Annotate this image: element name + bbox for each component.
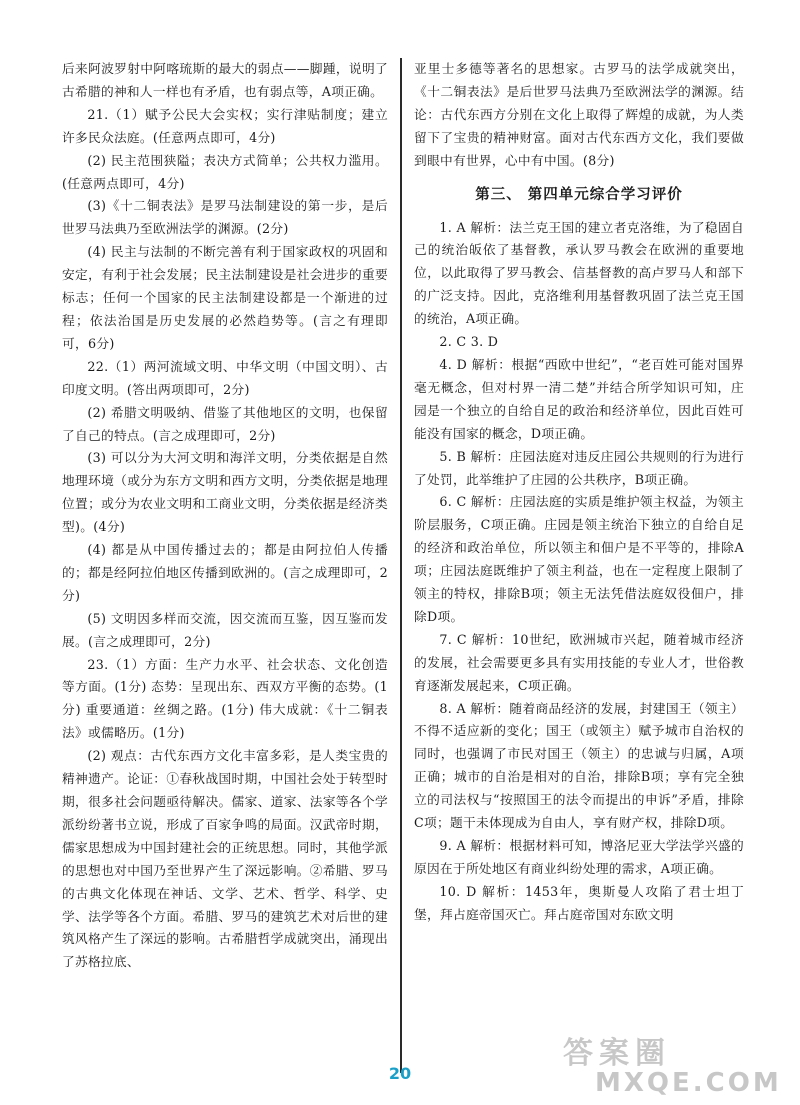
column-divider: [400, 58, 402, 1073]
paragraph-left-11: (2) 观点：古代东西方文化丰富多彩，是人类宝贵的精神遗产。论证：①春秋战国时期，中国社会处于转型时期，很多社会问题亟待解决。儒家、道家、法家等各个学派纷纷著书立说，形成了百家争鸣的局面。汉武帝时期，儒家思想成为中国封建社会的正统思想。同时，其他学派的思想也对中国乃至世界产生了深远影响。②希腊、罗马的古典文化体现在神话、文学、艺术、哲学、科学、史学、法学等各个方面。希腊、罗马的建筑艺术对后世的建筑风格产生了深远的影响。古希腊哲学成就突出，涌现出了苏格拉底、: [62, 748, 388, 970]
paragraph-right-intro: 亚里士多德等著名的思想家。古罗马的法学成就突出，《十二铜表法》是后世罗马法典乃至欧洲法学的渊源。结论：古代东西方分别在文化上取得了辉煌的成就，为人类留下了宝贵的精神财富。面对古代东西方文化，我们要做到眼中有世界，心中有中国。(8分): [414, 61, 744, 168]
paragraph-left-2: (2) 民主范围狭隘；表决方式简单；公共权力滥用。(任意两点即可，4分): [62, 152, 388, 191]
paragraph-left-9: (5) 文明因多样而交流，因交流而互鉴，因互鉴而发展。(言之成理即可，2分): [62, 610, 388, 649]
answer-10: 10. D 解析：1453年，奥斯曼人攻陷了君士坦丁堡，拜占庭帝国灭亡。拜占庭帝国对东欧文明: [414, 883, 744, 922]
paragraph-left-4: (4) 民主与法制的不断完善有利于国家政权的巩固和安定，有利于社会发展；民主法制建设是社会进步的重要标志；任何一个国家的民主法制建设都是一个渐进的过程；依法治国是历史发展的必然趋势等。(言之有理即可，6分): [62, 244, 388, 351]
left-column: [62, 58, 388, 974]
paragraph-left-0: 后来阿波罗射中阿喀琉斯的最大的弱点——脚踵，说明了古希腊的神和人一样也有矛盾，也有弱点等，A项正确。: [62, 61, 388, 99]
section-title: 第三、 第四单元综合学习评价: [475, 186, 683, 203]
paragraph-left-1: 21.（1）赋予公民大会实权；实行津贴制度；建立许多民众法庭。(任意两点即可，4分): [62, 106, 388, 145]
paragraph-left-10: 23.（1）方面：生产力水平、社会状态、文化创造等方面。(1分) 态势：呈现出东、西双方平衡的态势。(1分) 重要通道：丝绸之路。(1分) 伟大成就：《十二铜表法》或儒略历。(1分): [62, 656, 388, 741]
watermark-site-text: MXQE.COM: [595, 1068, 782, 1098]
answer-7: 7. C 解析：10世纪，欧洲城市兴起，随着城市经济的发展，社会需要更多具有实用技能的专业人才，世俗教育逐渐发展起来，C项正确。: [414, 631, 744, 693]
answer-9: 9. A 解析：根据材料可知，博洛尼亚大学法学兴盛的原因在于所处地区有商业纠纷处理的需求，A项正确。: [414, 838, 744, 876]
watermark-logo: [555, 1028, 785, 1100]
answer-4: 4. D 解析：根据“西欧中世纪”，“老百姓可能对国界毫无概念，但对村界一清二楚”并结合所学知识可知，庄园是一个独立的自给自足的政治和经济单位，因此百姓可能没有国家的概念，D项正确。: [414, 356, 744, 441]
answer-5: 5. B 解析：庄园法庭对违反庄园公共规则的行为进行了处罚，此举维护了庄园的公共秩序，B项正确。: [414, 448, 744, 487]
paragraph-left-8: (4) 都是从中国传播过去的；都是由阿拉伯人传播的；都是经阿拉伯地区传播到欧洲的。(言之成理即可，2分): [62, 542, 388, 603]
answer-8: 8. A 解析：随着商品经济的发展，封建国王（领主）不得不适应新的变化；国王（或领主）赋予城市自治权的同时，也强调了市民对国王（领主）的忠诚与归属，A项正确；城市的自治是相对的自治，排除B项；享有完全独立的司法权与“按照国王的法令而提出的申诉”矛盾，排除C项；题干未体现成为自由人，享有财产权，排除D项。: [414, 700, 744, 831]
page-number: 20: [388, 1064, 412, 1083]
answer-1: 1. A 解析：法兰克王国的建立者克洛维，为了稳固自己的统治皈依了基督教，承认罗马教会在欧洲的重要地位，以此取得了罗马教会、信基督教的高卢罗马人和部下的广泛支持。因此，克洛维利用基督教巩固了法兰克王国的统治，A项正确。: [414, 219, 744, 327]
paragraph-left-6: (2) 希腊文明吸纳、借鉴了其他地区的文明，也保留了自己的特点。(言之成理即可，2分): [62, 404, 388, 443]
paragraph-left-3: (3)《十二铜表法》是罗马法制建设的第一步，是后世罗马法典乃至欧洲法学的渊源。(2分): [62, 198, 388, 237]
right-column: [414, 58, 744, 927]
paragraph-left-7: (3) 可以分为大河文明和海洋文明，分类依据是自然地理环境（或分为东方文明和西方文明，分类依据是地理位置；或分为农业文明和工商业文明，分类依据是经济类型)。(4分): [62, 450, 388, 535]
answer-6: 6. C 解析：庄园法庭的实质是维护领主权益，为领主阶层服务，C项正确。庄园是领主统治下独立的自给自足的经济和政治单位，所以领主和佃户是不平等的，排除A项；庄园法庭既维护了领主利益，也在一定程度上限制了领主的特权，排除B项；领主无法凭借法庭奴役佃户，排除D项。: [414, 494, 744, 624]
answer-2-3: 2. C 3. D: [439, 334, 499, 350]
paragraph-left-5: 22.（1）两河流域文明、中华文明（中国文明）、古印度文明。(答出两项即可，2分): [62, 358, 388, 397]
watermark-top-text: 答案圈: [563, 1036, 671, 1071]
